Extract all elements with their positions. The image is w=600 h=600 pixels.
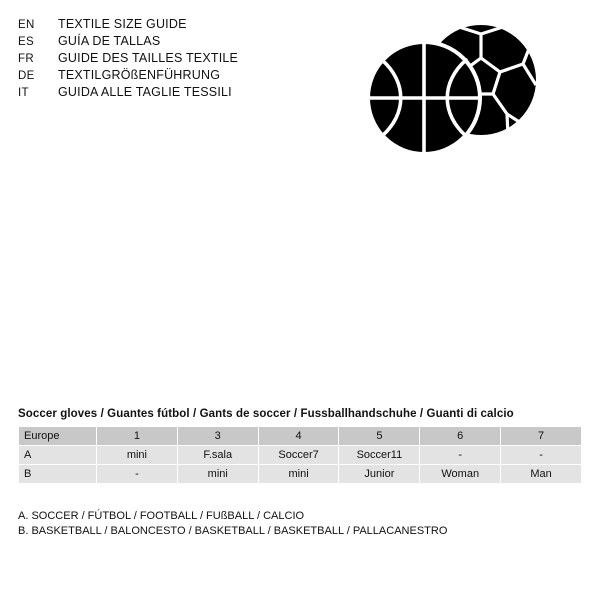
table-cell: Soccer7	[258, 446, 339, 465]
language-label: GUIDE DES TAILLES TEXTILE	[58, 51, 239, 65]
table-cell: -	[420, 446, 501, 465]
table-header-cell: 4	[258, 427, 339, 446]
language-row	[18, 33, 338, 50]
table-header-row	[19, 427, 582, 446]
table-cell: Man	[501, 465, 582, 484]
footnotes	[18, 509, 578, 539]
table-row	[19, 465, 582, 484]
language-label: GUIDA ALLE TAGLIE TESSILI	[58, 85, 232, 99]
table-row-label: A	[19, 446, 97, 465]
table-header-cell: 3	[177, 427, 258, 446]
language-row	[18, 67, 338, 84]
table-cell: Soccer11	[339, 446, 420, 465]
table-cell: mini	[258, 465, 339, 484]
language-legend	[18, 16, 338, 101]
footnote-b: B. BASKETBALL / BALONCESTO / BASKETBALL / BASKETBALL / PALLACANESTRO	[18, 525, 448, 537]
language-row	[18, 84, 338, 101]
table-row	[19, 446, 582, 465]
language-code: FR	[18, 53, 34, 65]
language-row	[18, 16, 338, 33]
footnote-a: A. SOCCER / FÚTBOL / FOOTBALL / FUßBALL / CALCIO	[18, 510, 305, 522]
language-label: TEXTILGRÖßENFÜHRUNG	[58, 68, 221, 82]
language-code: EN	[18, 19, 35, 31]
table-cell: -	[501, 446, 582, 465]
table-header-cell: Europe	[19, 427, 97, 446]
size-table-title: Soccer gloves / Guantes fútbol / Gants de soccer / Fussballhandschuhe / Guanti di calcio	[18, 408, 514, 420]
table-header-cell: 1	[97, 427, 178, 446]
basketball-icon	[368, 42, 480, 154]
table-cell: mini	[177, 465, 258, 484]
language-code: IT	[18, 87, 29, 99]
table-header-cell: 6	[420, 427, 501, 446]
table-header-cell: 5	[339, 427, 420, 446]
table-cell: mini	[97, 446, 178, 465]
language-label: GUÍA DE TALLAS	[58, 34, 161, 48]
table-cell: Junior	[339, 465, 420, 484]
language-label: TEXTILE SIZE GUIDE	[58, 17, 187, 31]
table-cell: F.sala	[177, 446, 258, 465]
size-table	[18, 426, 582, 484]
table-header-cell: 7	[501, 427, 582, 446]
language-code: ES	[18, 36, 34, 48]
table-cell: Woman	[420, 465, 501, 484]
language-row	[18, 50, 338, 67]
language-code: DE	[18, 70, 35, 82]
soccer-ball-and-basketball-illustration	[352, 22, 552, 167]
size-table-section	[18, 408, 582, 484]
table-cell: -	[97, 465, 178, 484]
table-row-label: B	[19, 465, 97, 484]
